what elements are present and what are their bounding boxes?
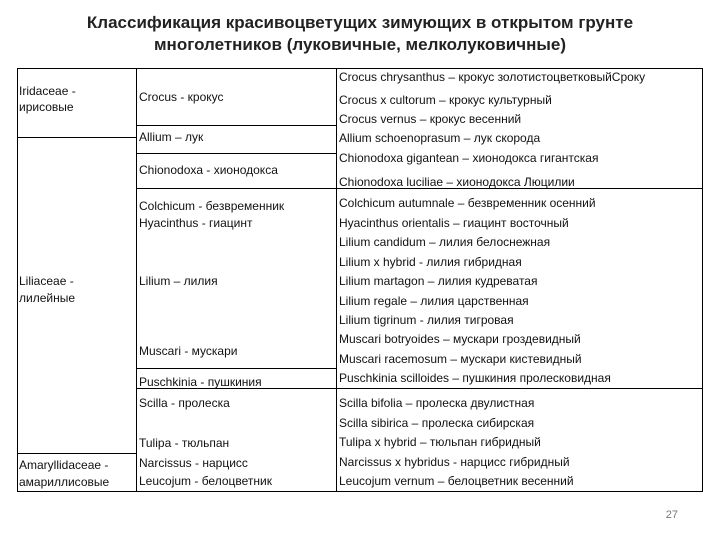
species-row: Muscari botryoides – мускари гроздевидный [339, 332, 581, 346]
table-border-bottom [17, 491, 703, 492]
genus-separator [137, 153, 337, 154]
genus-separator [137, 188, 337, 189]
species-row: Lilium x hybrid - лилия гибридная [339, 255, 522, 269]
species-row: Leucojum vernum – белоцветник весенний [339, 474, 574, 488]
species-row: Muscari racemosum – мускари кистевидный [339, 352, 582, 366]
family-liliaceae-russian: лилейные [19, 291, 76, 305]
species-row: Colchicum autumnale – безвременник осенний [339, 196, 596, 210]
genus-puschkinia: Puschkinia - пушкиния [139, 375, 262, 389]
species-row: Lilium regale – лилия царственная [339, 294, 529, 308]
species-row: Chionodoxa luciliae – хионодокса Люцилии [339, 175, 575, 189]
genus-lilium: Lilium – лилия [139, 274, 218, 288]
genus-narcissus: Narcissus - нарцисс [139, 456, 248, 470]
page-title [40, 12, 680, 56]
family-separator [17, 137, 137, 138]
page-number: 27 [665, 509, 678, 521]
species-row: Crocus x cultorum – крокус культурный [339, 93, 552, 107]
family-amaryllidaceae-latin: Amaryllidaceae - [19, 458, 109, 472]
species-row: Narcissus x hybridus - нарцисс гибридный [339, 455, 570, 469]
species-row: Allium schoenoprasum – лук скорода [339, 131, 541, 145]
genus-separator [137, 125, 337, 126]
species-row: Lilium candidum – лилия белоснежная [339, 235, 551, 249]
species-row: Puschkinia scilloides – пушкиния пролесковидная [339, 371, 611, 385]
table-border-top [17, 68, 703, 69]
genus-crocus: Crocus - крокус [139, 90, 224, 104]
title-line-2: многолетников (луковичные, мелколуковичные) [153, 35, 566, 54]
table-border-right [702, 68, 703, 492]
table-border-left [17, 68, 18, 492]
genus-colchicum: Colchicum - безвременник [139, 199, 285, 213]
genus-allium: Allium – лук [139, 130, 204, 144]
species-row: Crocus chrysanthus – крокус золотистоцветковыйСроку [339, 70, 646, 84]
species-row: Lilium martagon – лилия кудреватая [339, 274, 538, 288]
family-separator [17, 453, 137, 454]
genus-tulipa: Tulipa - тюльпан [139, 436, 230, 450]
genus-chionodoxa: Chionodoxa - хионодокса [139, 163, 278, 177]
species-row: Scilla sibirica – пролеска сибирская [339, 416, 535, 430]
species-row: Crocus vernus – крокус весенний [339, 112, 522, 126]
family-iridaceae-latin: Iridaceae - [19, 84, 76, 98]
title-line-1: Классификация красивоцветущих зимующих в открытом грунте [86, 13, 634, 32]
family-amaryllidaceae-russian: амариллисовые [19, 475, 110, 489]
genus-separator [137, 368, 337, 369]
family-iridaceae-russian: ирисовые [19, 100, 74, 114]
column-divider-1 [136, 68, 137, 492]
genus-leucojum: Leucojum - белоцветник [139, 474, 272, 488]
species-row: Hyacinthus orientalis – гиацинт восточный [339, 216, 569, 230]
species-row: Scilla bifolia – пролеска двулистная [339, 396, 535, 410]
column-divider-2 [336, 68, 337, 492]
species-row: Lilium tigrinum - лилия тигровая [339, 313, 514, 327]
species-row: Tulipa x hybrid – тюльпан гибридный [339, 435, 541, 449]
species-separator [337, 388, 703, 389]
classification-table [17, 68, 703, 492]
family-liliaceae-latin: Liliaceae - [19, 274, 74, 288]
genus-hyacinthus: Hyacinthus - гиацинт [139, 216, 253, 230]
genus-muscari: Muscari - мускари [139, 344, 238, 358]
genus-scilla: Scilla - пролеска [139, 396, 230, 410]
species-row: Chionodoxa gigantean – хионодокса гигантская [339, 151, 599, 165]
